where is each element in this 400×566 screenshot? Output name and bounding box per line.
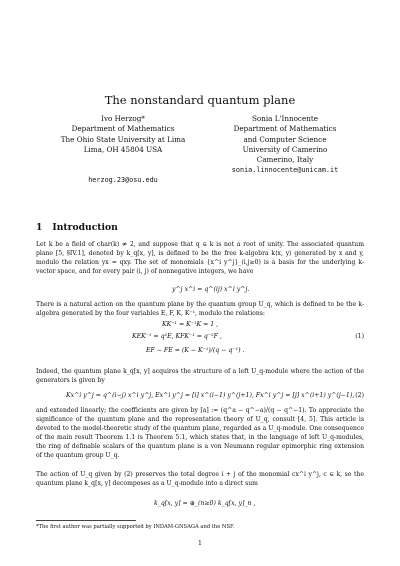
- author-affiliation-line: The Ohio State University at Lima: [60, 134, 186, 144]
- equation-line: KEK⁻¹ = q²E, KFK⁻¹ = q⁻²F ,: [132, 333, 222, 340]
- paragraph-5: The action of U_q given by (2) preserves the total degree i + j of the monomial cx^i y^j, c ∈ k, so the quantum plane k_q[x, y] decomposes as a U_q-module into a direct sum: [36, 471, 364, 488]
- paragraph-2: There is a natural action on the quantum plane by the quantum group U_q, which is defined to be the k-algebra generated by the four variables E, F, K, K⁻¹, modulo the relations:: [36, 301, 364, 318]
- author-affiliation-line: and Computer Science: [243, 134, 327, 144]
- equation-text: y^j x^i = q^(ij) x^i y^j.: [172, 286, 250, 293]
- equation-action: [36, 392, 364, 402]
- author-affiliation-line: Lima, OH 45804 USA: [83, 144, 163, 154]
- footnote-rule: [36, 520, 136, 521]
- paragraph-3: Indeed, the quantum plane k_q[x, y] acquires the structure of a left U_q-module where the action of the generators is given by: [36, 368, 364, 385]
- author-affiliation-line: University of Camerino: [242, 144, 328, 154]
- equation-decomposition: [36, 500, 364, 510]
- author-block-1: [38, 114, 208, 185]
- author-name: Ivo Herzog*: [101, 114, 145, 123]
- section-number: 1: [36, 222, 43, 233]
- paper-title: The nonstandard quantum plane: [104, 93, 296, 107]
- page-number: 1: [198, 540, 202, 547]
- author-affiliation-line: Department of Mathematics: [233, 124, 337, 134]
- author-block-2: [200, 114, 370, 176]
- equation-line: KK⁻¹ = K⁻¹K = 1 ,: [162, 321, 219, 328]
- equation-line: k_q[x, y] = ⊕_(n≥0) k_q[x, y]_n ,: [154, 500, 256, 507]
- section-heading: [36, 222, 118, 233]
- author-affiliation-line: Department of Mathematics: [71, 124, 175, 134]
- equation-line: Kx^i y^j = q^(i−j) x^i y^j, Ex^i y^j = [i] x^(i−1) y^(j+1), Fx^i y^j = [j] x^(i+1) y^(j−1),: [66, 392, 355, 399]
- equation-line: EF − FE = (K − K⁻¹)/(q − q⁻¹) .: [146, 347, 245, 354]
- author-email[interactable]: sonia.linnocente@unicam.it: [231, 166, 339, 175]
- equation-commute: [36, 286, 364, 296]
- equation-number: (1): [355, 333, 364, 340]
- author-affiliation-line: Camerino, Italy: [256, 155, 314, 165]
- author-email[interactable]: herzog.23@osu.edu: [88, 176, 158, 185]
- footnote: *The first author was partially supported by INDAM-GNSAGA and the NSF.: [36, 524, 235, 530]
- author-name: Sonia L'Innocente: [252, 114, 318, 123]
- section-title: Introduction: [52, 222, 118, 233]
- paragraph-4: and extended linearly; the coefficients are given by [a] := (q^a − q^−a)/(q − q^−1). To appreciate the significance of the quantum plane and the representation theory of U_q, consult [4, 5]. This article is devoted to the model-theoretic study of the quantum plane, regarded as a U_q-module. One consequence of the main result Theorem 1.1 is Theorem 5.1, which states that, in the language of left U_q-modules, the ring of definable scalars of the quantum plane is a von Neumann regular epimorphic ring extension of the quantum group U_q.: [36, 407, 364, 460]
- paragraph-1: Let k be a field of char(k) ≠ 2, and suppose that q ∈ k is not a root of unity. The associated quantum plane [5, §IV.1], denoted by k_q[x, y], is defined to be the free k-algebra k⟨x, y⟩ generated by x and y, modulo the relation yx = qxy. The set of monomials {x^i y^j}_(i,j≥0) is a basis for the underlying k-vector space, and for every pair (i, j) of nonnegative integers, we have: [36, 241, 364, 276]
- equation-relations: [36, 321, 364, 363]
- equation-number: (2): [355, 392, 364, 399]
